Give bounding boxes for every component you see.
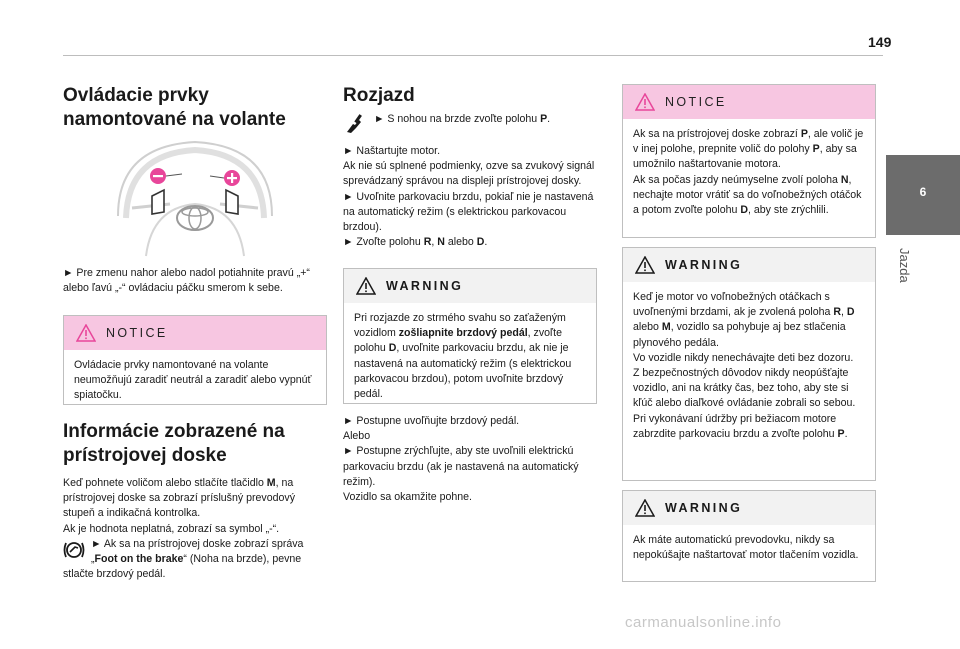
section-heading-start: Rozjazd: [343, 85, 415, 106]
warning-header: [344, 269, 596, 303]
paddle-instruction: ► Pre zmenu nahor alebo nadol potiahnite pravú „+“ alebo ľavú „-“ ovládaciu páčku smerom k sebe.: [63, 267, 310, 295]
release-parking-brake-step: ► Uvoľnite parkovaciu brzdu, pokiaľ nie je nastavená na automatický režim (s elektrickou parkovacou brzdou).: [343, 190, 594, 234]
invalid-value-paragraph: Ak je hodnota neplatná, zobrazí sa symbol „-“.: [63, 522, 280, 535]
warning-header: [623, 491, 875, 525]
warning-header: [623, 248, 875, 282]
notice-triangle-icon: [635, 93, 655, 111]
display-info-paragraph: Keď pohnete voličom alebo stlačíte tlačidlo M, na prístrojovej doske sa zobrazí príslušný prevodový stupeň a indikačná kontrolka.: [63, 477, 295, 520]
release-brake-step: ► Postupne uvoľňujte brzdový pedál.: [343, 415, 520, 427]
steering-wheel-illustration: [112, 138, 278, 262]
notice-text: Ak sa na prístrojovej doske zobrazí P, ale volič je v inej polohe, prepnite volič do polohy P, aby sa umožnilo naštartovanie motora. Ak sa počas jazdy neúmyselne zvolí poloha N, nechajte motor vrátiť sa do voľnobežných otáčok a potom zvoľte polohu D, aby ste zrýchlili.: [633, 128, 864, 217]
column-1: [63, 84, 325, 132]
warning-text: Ak máte automatickú prevodovku, nikdy sa nepokúšajte naštartovať motor tlačením vozidla.: [633, 534, 859, 562]
chapter-tab[interactable]: [886, 155, 960, 235]
notice-title: NOTICE: [665, 95, 727, 109]
warning-triangle-icon: [635, 256, 655, 274]
conditions-paragraph: Ak nie sú splnené podmienky, ozve sa zvukový signál sprevádzaný správou na displeji prístrojovej dosky.: [343, 160, 595, 188]
section-heading-steering-controls: Ovládacie prvky namontované na volante: [63, 85, 286, 130]
select-gear-step: ► Zvoľte polohu R, N alebo D.: [343, 236, 488, 249]
warning-title: WARNING: [386, 279, 464, 293]
column-2: [343, 84, 595, 250]
column-1-lower: [63, 420, 325, 582]
warning-triangle-icon: [356, 277, 376, 295]
section-heading-display-info: Informácie zobrazené na prístrojovej doske: [63, 421, 285, 466]
warning-title: WARNING: [665, 258, 743, 272]
warning-title: WARNING: [665, 501, 743, 515]
notice-header: [64, 316, 326, 350]
notice-triangle-icon: [76, 324, 96, 342]
foot-brake-icon: [343, 112, 365, 134]
watermark: carmanualsonline.info: [625, 614, 782, 631]
column-2-lower: [343, 414, 595, 505]
notice-header: [623, 85, 875, 119]
or-text: Alebo: [343, 430, 371, 443]
notice-box-gear-p: [622, 84, 876, 238]
notice-text: Ovládacie prvky namontované na volante neumožňujú zaradiť neutrál a zaradiť alebo vypnúť spiatočku.: [74, 359, 312, 402]
brake-warning-icon: [63, 539, 85, 561]
vehicle-moves-text: Vozidlo sa okamžite pohne.: [343, 491, 472, 504]
warning-triangle-icon: [635, 499, 655, 517]
warning-box-hill-start: [343, 268, 597, 404]
warning-box-idle: [622, 247, 876, 481]
notice-title: NOTICE: [106, 326, 168, 340]
chapter-name: Jazda: [897, 248, 912, 283]
warning-text: Keď je motor vo voľnobežných otáčkach s uvoľnenými brzdami, ak je zvolená poloha R, D alebo M, vozidlo sa pohybuje aj bez stlačenia plynového pedála. Vo vozidle nikdy nenechávajte deti bez dozoru. Z bezpečnostných dôvodov nikdy neopúšťajte vozidlo, ani na krátky čas, bez toho, aby ste si kľúč alebo diaľkové ovládanie zobrali so sebou. Pri vykonávaní údržby pri bežiacom motore zabrzdite parkovaciu brzdu a zvoľte polohu P.: [633, 291, 856, 440]
page-number: 149: [868, 34, 892, 50]
foot-on-brake-paragraph: ► Ak sa na prístrojovej doske zobrazí správa „Foot on the brake“ (Noha na brzde), pevne stlačte brzdový pedál.: [63, 537, 304, 581]
chapter-number: 6: [919, 185, 927, 199]
header-divider: [63, 55, 883, 56]
column-1-text: [63, 266, 325, 296]
accelerate-step: ► Postupne zrýchľujte, aby ste uvoľnili elektrickú parkovaciu brzdu (ak je nastavená na automatický režim).: [343, 445, 579, 488]
start-engine-step: ► Naštartujte motor.: [343, 145, 441, 157]
warning-box-push-start: [622, 490, 876, 582]
warning-text: Pri rozjazde zo strmého svahu so zaťaženým vozidlom zošliapnite brzdový pedál, zvoľte polohu D, uvoľnite parkovaciu brzdu, ak nie je nastavená na automatický režim (s elektrickou parkovacou brzdou), potom uvoľnite brzdový pedál.: [354, 312, 572, 401]
notice-box-steering: [63, 315, 327, 405]
select-p-paragraph: ► S nohou na brzde zvoľte polohu P.: [343, 112, 595, 134]
